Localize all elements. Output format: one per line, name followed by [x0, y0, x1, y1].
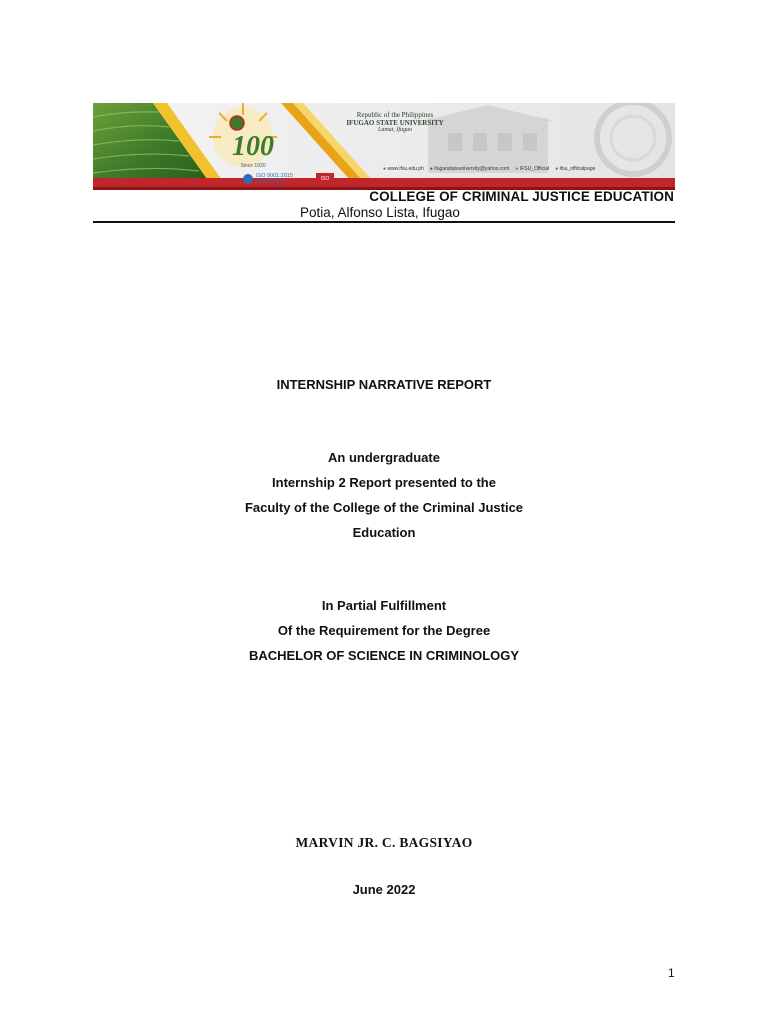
anniversary-number: 100 [232, 131, 274, 162]
university-location: Lamut, Ifugao [377, 127, 412, 133]
description-line: Faculty of the College of the Criminal Justice [244, 500, 524, 515]
website-link[interactable]: ● www.ifsu.edu.ph [383, 166, 424, 172]
college-address: Potia, Alfonso Lista, Ifugao [300, 205, 460, 220]
instagram-link[interactable]: ● ifsu_officialpage [555, 166, 596, 172]
globe-icon: ● [383, 166, 387, 172]
facebook-icon: ● [429, 166, 433, 172]
description-block [0, 445, 768, 545]
description-line: Internship 2 Report presented to the [272, 475, 496, 490]
degree-name: BACHELOR OF SCIENCE IN CRIMINOLOGY [248, 648, 520, 663]
author-block [0, 830, 768, 855]
iso-badge [243, 173, 334, 185]
university-name-block [325, 111, 465, 133]
contact-strip [383, 166, 595, 172]
twitter-link[interactable]: ● IFSU_Official [515, 166, 550, 172]
twitter-icon: ● [515, 166, 519, 172]
fulfillment-line: In Partial Fulfillment [321, 598, 447, 613]
description-line: An undergraduate [328, 450, 440, 465]
instagram-icon: ● [555, 166, 559, 172]
republic-text: Republic of the Philippines [356, 111, 434, 119]
fulfillment-line: Of the Requirement for the Degree [277, 623, 491, 638]
report-title: INTERNSHIP NARRATIVE REPORT [276, 377, 492, 392]
tuv-logo: ISO [316, 173, 334, 185]
iso-standard: ISO 9001:2015 [256, 173, 294, 179]
anniversary-logo [208, 131, 298, 169]
author-name: MARVIN JR. C. BAGSIYAO [295, 835, 473, 850]
college-name: COLLEGE OF CRIMINAL JUSTICE EDUCATION [369, 189, 674, 204]
date-block [0, 877, 768, 902]
university-name: IFUGAO STATE UNIVERSITY [346, 119, 444, 127]
iso-check-icon [243, 174, 253, 184]
report-date: June 2022 [352, 882, 416, 897]
since-year: Since 1920 [240, 163, 266, 169]
report-title-block [0, 372, 768, 397]
facebook-link[interactable]: ● ifugaostateuniversity@yahoo.com [429, 166, 510, 172]
header-divider [93, 221, 675, 223]
fulfillment-block [0, 593, 768, 668]
page-number: 1 [668, 966, 675, 980]
description-line: Education [352, 525, 416, 540]
university-header-banner [93, 103, 675, 190]
iso-certified: CERTIFIED [256, 179, 285, 185]
